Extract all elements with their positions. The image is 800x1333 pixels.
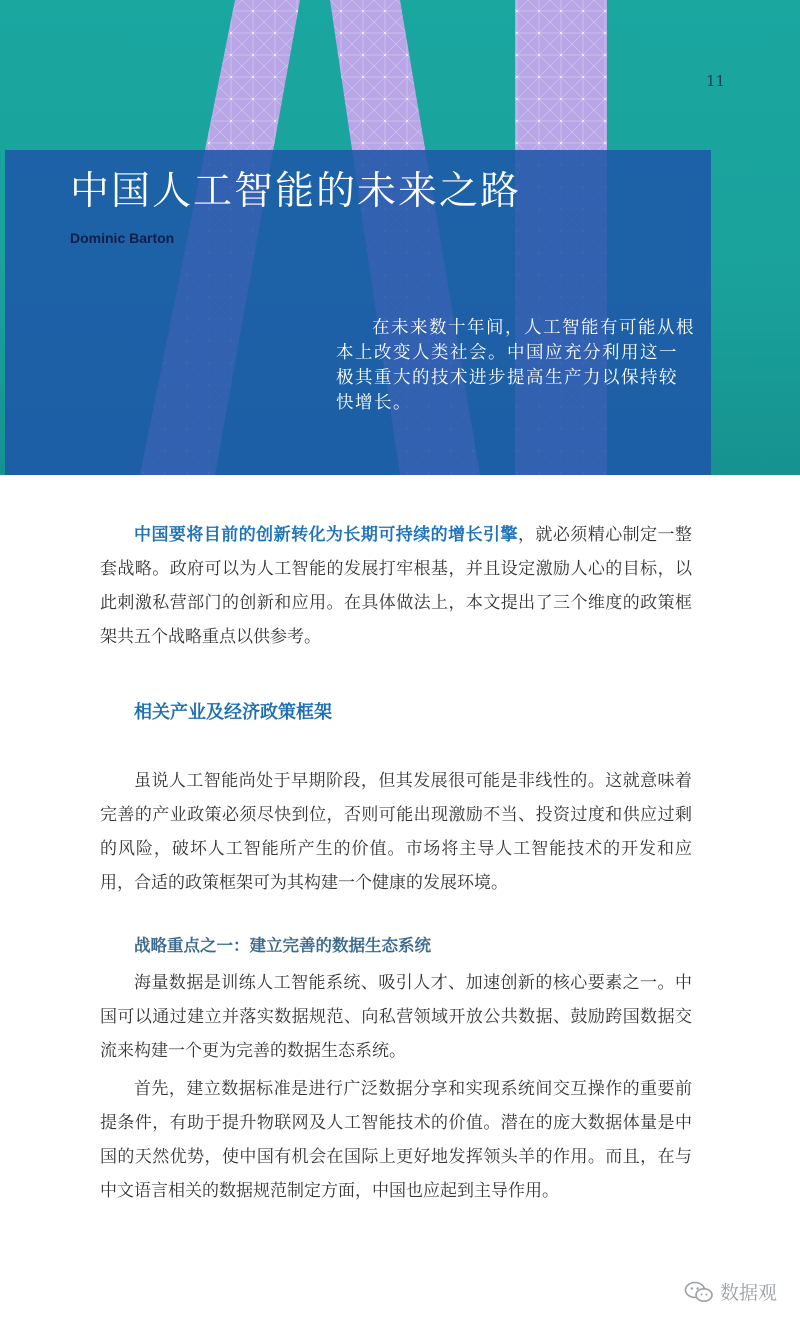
hero-banner [0,0,800,475]
subheading-strategy-one: 战略重点之一：建立完善的数据生态系统 [134,936,431,955]
paragraph-data-ecosystem: 海量数据是训练人工智能系统、吸引人才、加速创新的核心要素之一。中国可以通过建立并落实数据规范、向私营领域开放公共数据、鼓励跨国数据交流来构建一个更为完善的数据生态系统。 [100,973,692,1061]
intro-paragraph [100,518,692,654]
wechat-icon [684,1280,714,1304]
article-summary: 在未来数十年间，人工智能有可能从根本上改变人类社会。中国应充分利用这一极其重大的技术进步提高生产力以保持较快增长。 [336,318,695,413]
article-title: 中国人工智能的未来之路 [70,169,522,214]
page-number: 11 [706,72,726,90]
section-paragraph: 虽说人工智能尚处于早期阶段，但其发展很可能是非线性的。这就意味着完善的产业政策必须尽快到位，否则可能出现激励不当、投资过度和供应过剩的风险，破坏人工智能所产生的价值。市场将主导人工智能技术的开发和应用，合适的政策框架可为其构建一个健康的发展环境。 [100,771,692,893]
paragraph-data-standards: 首先，建立数据标准是进行广泛数据分享和实现系统间交互操作的重要前提条件，有助于提升物联网及人工智能技术的价值。潜在的庞大数据体量是中国的天然优势，使中国有机会在国际上更好地发挥领头羊的作用。而且，在与中文语言相关的数据规范制定方面，中国也应起到主导作用。 [100,1079,692,1201]
author-name: Dominic Barton [70,230,175,246]
brand-name: 数据观 [720,1282,778,1304]
footer-brand [684,1278,777,1305]
article-body [100,518,692,1208]
intro-highlight: 中国要将目前的创新转化为长期可持续的增长引擎 [134,525,518,545]
intro-text: ，就必须精心制定一整套战略。政府可以为人工智能的发展打牢根基，并且设定激励人心的目标，以此刺激私营部门的创新和应用。在具体做法上，本文提出了三个维度的政策框架共五个战略重点以供参考。 [100,525,693,647]
section-heading: 相关产业及经济政策框架 [134,702,332,723]
